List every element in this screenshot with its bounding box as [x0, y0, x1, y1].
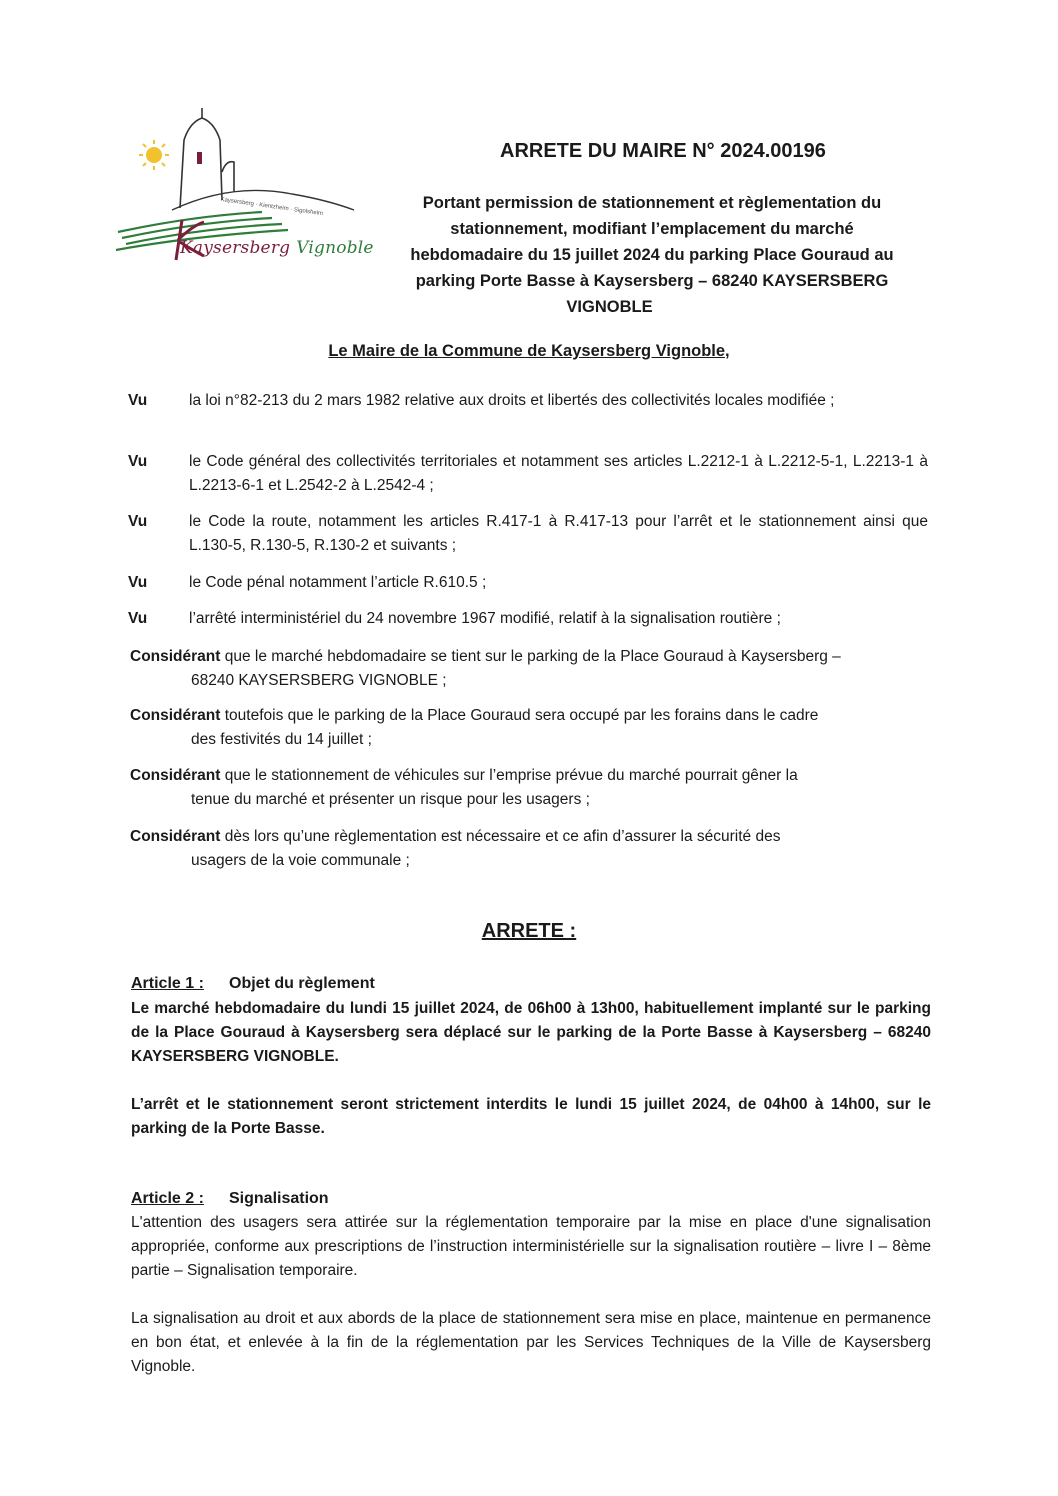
vu-text: le Code la route, notamment les articles R.417-1 à R.417-13 pour l’arrêt et le stationnement ainsi que L.130-5, R.130-5, R.130-2 et suivants ;: [189, 513, 928, 554]
considerant-label: Considérant: [130, 648, 221, 665]
vu-label: Vu: [128, 610, 148, 627]
logo-villages-text: Kaysersberg · Kientzheim · Sigolsheim: [220, 196, 324, 218]
article-2-paragraph-2: La signalisation au droit et aux abords de la place de stationnement sera mise en place, maintenue en permanence en bon état, et enlevée à la fin de la réglementation par les Services Techniques de la Ville de Kaysersberg Vignoble.: [131, 1310, 931, 1375]
considerant-text: dès lors qu’une règlementation est nécessaire et ce afin d’assurer la sécurité des: [224, 828, 781, 845]
subject-line: parking Porte Basse à Kaysersberg – 68240 KAYSERSBERG: [415, 272, 889, 290]
considerant-text-cont: des festivités du 14 juillet ;: [191, 731, 372, 748]
article-1-title: Objet du règlement: [229, 975, 375, 992]
considerant-label: Considérant: [130, 707, 221, 724]
vu-item: [128, 389, 928, 413]
article-1-number: Article 1 :: [131, 975, 204, 992]
arrete-heading: ARRETE :: [481, 920, 577, 942]
considerant-item: [130, 704, 930, 752]
considerant-text: toutefois que le parking de la Place Gouraud sera occupé par les forains dans le cadre: [224, 707, 819, 724]
mayor-heading: Le Maire de la Commune de Kaysersberg Vignoble,: [328, 342, 730, 360]
subject-line: VIGNOBLE: [566, 298, 653, 316]
considerant-text: que le marché hebdomadaire se tient sur le parking de la Place Gouraud à Kaysersberg –: [224, 648, 841, 665]
article-2-heading: [131, 1190, 329, 1208]
logo-brand-text: [180, 238, 374, 258]
arrete-subject: [378, 190, 926, 320]
vu-item: [128, 450, 928, 498]
article-2-paragraph-1: L'attention des usagers sera attirée sur la réglementation temporaire par la mise en place d'une signalisation appropriée, conforme aux prescriptions de l’instruction interministérielle sur la signalisation routière – livre I – 8ème partie – Signalisation temporaire.: [131, 1214, 931, 1279]
article-1-paragraph-1: Le marché hebdomadaire du lundi 15 juillet 2024, de 06h00 à 13h00, habituellement implanté sur le parking de la Place Gouraud à Kaysersberg sera déplacé sur le parking de la Porte Basse à Kaysersberg – 68240 KAYSERSBERG VIGNOBLE.: [131, 1000, 931, 1065]
vu-text: le Code pénal notamment l’article R.610.5 ;: [189, 574, 487, 591]
vu-label: Vu: [128, 453, 148, 470]
logo-brand-vignoble: Vignoble: [296, 238, 374, 258]
considerant-text-cont: tenue du marché et présenter un risque pour les usagers ;: [191, 791, 590, 808]
arrete-title: ARRETE DU MAIRE N° 2024.00196: [500, 140, 826, 162]
article-1-heading: [131, 975, 375, 993]
considerant-item: [130, 764, 930, 812]
considerant-item: [130, 645, 930, 693]
considerant-text: que le stationnement de véhicules sur l’emprise prévue du marché pourrait gêner la: [224, 767, 798, 784]
considerant-label: Considérant: [130, 767, 221, 784]
considerant-label: Considérant: [130, 828, 221, 845]
considerant-text-cont: 68240 KAYSERSBERG VIGNOBLE ;: [191, 672, 447, 689]
considerant-text-cont: usagers de la voie communale ;: [191, 852, 410, 869]
subject-line: stationnement, modifiant l’emplacement du marché: [450, 220, 854, 238]
article-2-number: Article 2 :: [131, 1190, 204, 1207]
considerant-item: [130, 825, 930, 873]
logo-brand-main: Kaysersberg: [180, 238, 291, 258]
vu-text: la loi n°82-213 du 2 mars 1982 relative aux droits et libertés des collectivités locales modifiée ;: [189, 392, 835, 409]
vu-item: [128, 510, 928, 558]
sun-icon: [139, 140, 169, 170]
subject-line: Portant permission de stationnement et règlementation du: [422, 194, 882, 212]
commune-logo: [112, 100, 374, 275]
vu-text: l’arrêté interministériel du 24 novembre 1967 modifié, relatif à la signalisation routière ;: [189, 610, 781, 627]
vu-label: Vu: [128, 392, 148, 409]
vu-label: Vu: [128, 513, 148, 530]
subject-line: hebdomadaire du 15 juillet 2024 du parking Place Gouraud au: [410, 246, 894, 264]
article-2-title: Signalisation: [229, 1190, 329, 1207]
vu-label: Vu: [128, 574, 148, 591]
vu-text: le Code général des collectivités territoriales et notamment ses articles L.2212-1 à L.2212-5-1, L.2213-1 à L.2213-6-1 et L.2542-2 à L.2542-4 ;: [189, 453, 928, 494]
vu-item: [128, 571, 928, 595]
article-1-paragraph-2: L’arrêt et le stationnement seront strictement interdits le lundi 15 juillet 2024, de 04h00 à 14h00, sur le parking de la Porte Basse.: [131, 1096, 931, 1137]
vu-item: [128, 607, 928, 631]
